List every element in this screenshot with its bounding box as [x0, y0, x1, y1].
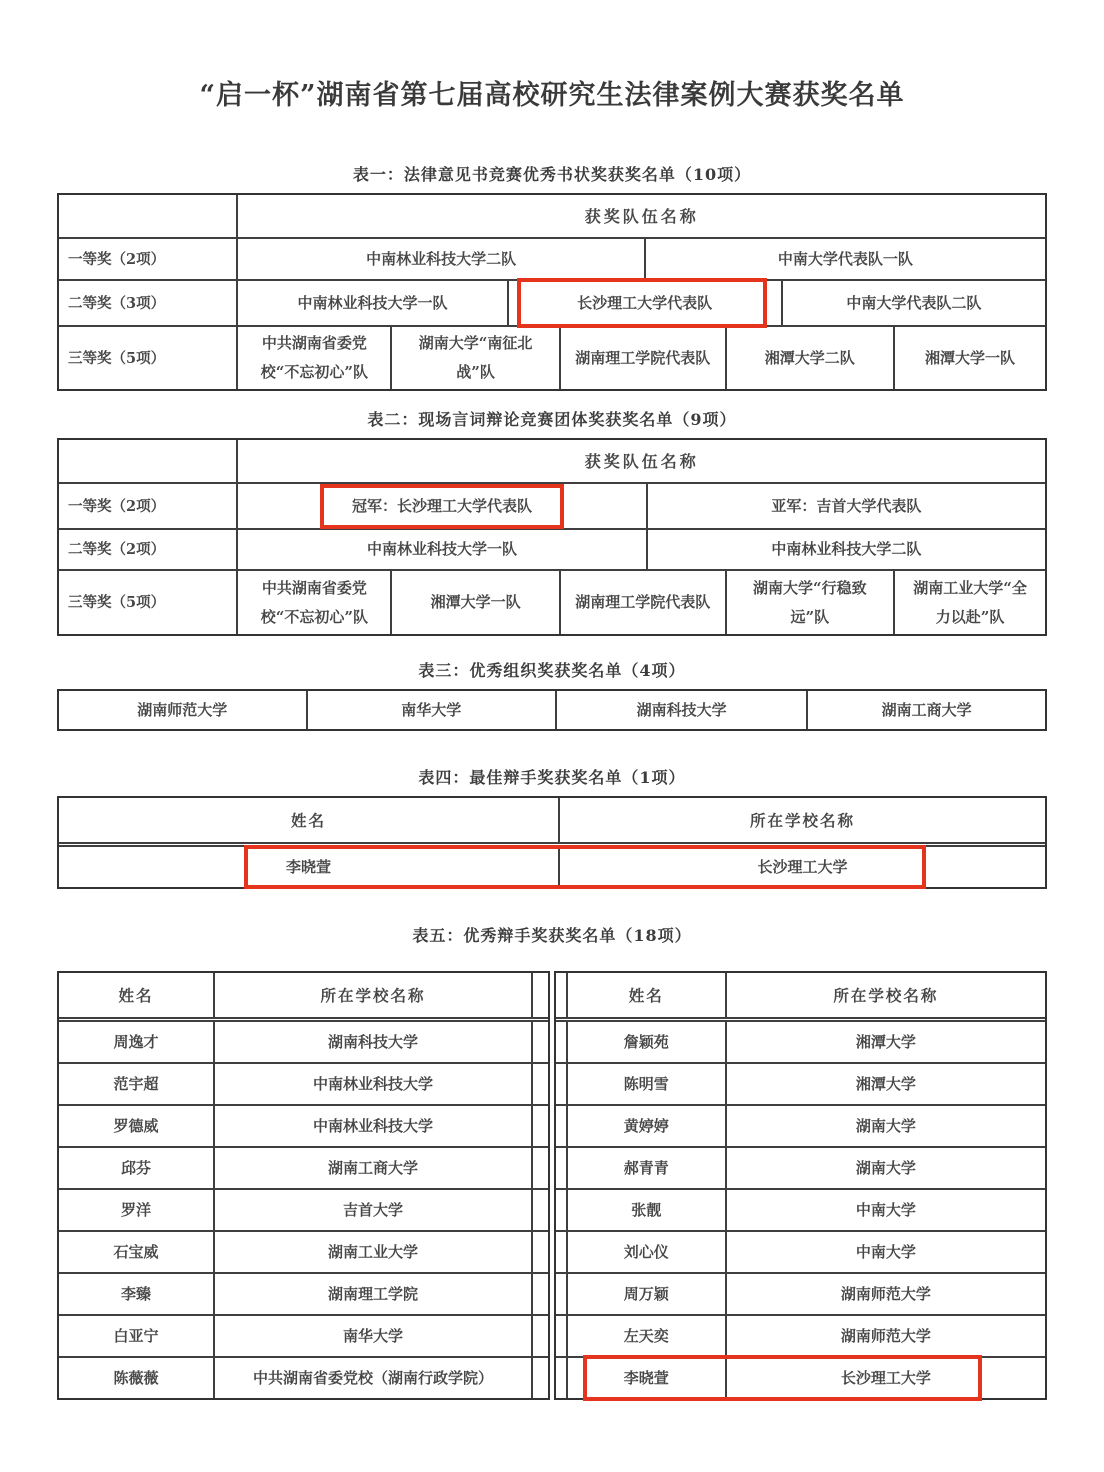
- team-cell-highlighted: [236, 484, 645, 528]
- spacer-cell: [531, 1148, 548, 1188]
- spacer-cell: [531, 1106, 548, 1146]
- award-cell: 一等奖（2项）: [68, 250, 166, 268]
- spacer-cell: [531, 1358, 548, 1398]
- spacer-cell: [556, 1190, 566, 1230]
- school-cell: 中南大学: [725, 1190, 1045, 1230]
- table3-caption: 表三：优秀组织奖获奖名单（4项）: [418, 661, 686, 680]
- team-cell: 中共湖南省委党校“不忘初心”队: [236, 571, 390, 634]
- team-cell: 湖南理工学院代表队: [559, 327, 725, 389]
- table4-caption: 表四：最佳辩手奖获奖名单（1项）: [418, 768, 686, 787]
- spacer-cell: [556, 1064, 566, 1104]
- highlight-box: 冠军：长沙理工大学代表队: [320, 484, 564, 529]
- table5: [57, 971, 1047, 1400]
- school-cell: 中南林业科技大学: [213, 1064, 531, 1104]
- name-cell: 范宇超: [113, 1074, 159, 1093]
- award-cell: 二等奖（2项）: [68, 541, 166, 558]
- corner-cell: [59, 440, 236, 482]
- name-cell: 罗德威: [113, 1116, 159, 1135]
- school-header: 所在学校名称: [725, 973, 1045, 1017]
- school-cell: 中南大学: [725, 1232, 1045, 1272]
- team-name-header: 获奖队伍名称: [236, 195, 1045, 237]
- team-cell: 湘潭大学二队: [725, 327, 894, 389]
- award-cell: 三等奖（5项）: [68, 349, 166, 367]
- page-title: “启一杯”湖南省第七届高校研究生法律案例大赛获奖名单: [199, 80, 905, 111]
- team-cell: 湖南大学“行稳致远”队: [725, 571, 894, 634]
- school-cell: 湘潭大学: [725, 1022, 1045, 1062]
- team-cell: 中共湖南省委党校“不忘初心”队: [236, 327, 390, 389]
- spacer-cell: [556, 1232, 566, 1272]
- name-cell: 周万颖: [566, 1274, 725, 1314]
- name-cell: 李晓萱: [566, 1358, 725, 1398]
- table3: [57, 689, 1047, 731]
- table5-caption: 表五：优秀辩手奖获奖名单（18项）: [412, 926, 692, 945]
- school-cell: 湖南工商大学: [806, 691, 1045, 729]
- table5-left: [57, 971, 550, 1400]
- name-cell: 李臻: [121, 1284, 152, 1303]
- name-cell: 李晓萱: [285, 857, 331, 876]
- school-cell: 南华大学: [213, 1316, 531, 1356]
- school-cell: 中共湖南省委党校（湖南行政学院）: [213, 1358, 531, 1398]
- name-cell: 刘心仪: [566, 1232, 725, 1272]
- name-cell: 罗洋: [121, 1200, 152, 1219]
- spacer-cell: [531, 1232, 548, 1272]
- corner-cell: [59, 195, 236, 237]
- team-name-header: 获奖队伍名称: [236, 440, 1045, 482]
- name-cell: 陈明雪: [566, 1064, 725, 1104]
- team-cell: 湖南理工学院代表队: [559, 571, 725, 634]
- table1-caption: 表一：法律意见书竞赛优秀书状奖获奖名单（10项）: [352, 165, 752, 184]
- spacer-cell: [556, 1148, 566, 1188]
- name-cell: 黄婷婷: [566, 1106, 725, 1146]
- school-header: 所在学校名称: [213, 973, 531, 1017]
- school-cell: 湖南大学: [725, 1106, 1045, 1146]
- spacer-cell: [531, 1064, 548, 1104]
- school-cell: 湖南科技大学: [555, 691, 806, 729]
- table5-right: [554, 971, 1047, 1400]
- name-header: 姓名: [290, 810, 326, 830]
- team-cell: 湘潭大学一队: [390, 571, 559, 634]
- team-cell: 中南大学代表队一队: [644, 239, 1045, 279]
- team-cell: 湖南工业大学“全力以赴”队: [893, 571, 1045, 634]
- school-cell: 吉首大学: [213, 1190, 531, 1230]
- spacer-cell: [556, 1358, 566, 1398]
- school-cell: 湖南工业大学: [213, 1232, 531, 1272]
- school-cell: 湘潭大学: [725, 1064, 1045, 1104]
- award-cell: 一等奖（2项）: [68, 497, 166, 515]
- school-cell: 湖南师范大学: [725, 1274, 1045, 1314]
- spacer-cell: [531, 1022, 548, 1062]
- spacer-cell: [556, 973, 566, 1017]
- name-cell: 石宝威: [113, 1242, 159, 1261]
- spacer-cell: [556, 1022, 566, 1062]
- team-cell: 中南林业科技大学一队: [236, 530, 645, 569]
- name-cell: 詹颖苑: [566, 1022, 725, 1062]
- school-header: 所在学校名称: [558, 798, 1045, 842]
- table2-caption: 表二：现场言词辩论竞赛团体奖获奖名单（9项）: [367, 410, 737, 429]
- name-cell: 邱芬: [121, 1158, 152, 1177]
- spacer-cell: [556, 1274, 566, 1314]
- spacer-cell: [531, 1190, 548, 1230]
- table2: [57, 438, 1047, 636]
- award-cell: 二等奖（3项）: [68, 294, 166, 312]
- team-cell: 亚军：吉首大学代表队: [646, 484, 1045, 528]
- school-cell: 湖南师范大学: [137, 700, 228, 719]
- spacer-cell: [531, 1316, 548, 1356]
- name-cell: 左天奕: [566, 1316, 725, 1356]
- award-cell: 三等奖（5项）: [68, 594, 166, 611]
- team-cell: 中南大学代表队二队: [781, 281, 1045, 325]
- name-cell: 周逸才: [113, 1032, 159, 1051]
- school-cell: 长沙理工大学: [558, 847, 1045, 887]
- team-cell: 中南林业科技大学二队: [646, 530, 1045, 569]
- name-cell: 陈薇薇: [113, 1368, 159, 1387]
- spacer-cell: [531, 1274, 548, 1314]
- spacer-cell: [556, 1106, 566, 1146]
- school-cell: 湖南工商大学: [213, 1148, 531, 1188]
- name-header: 姓名: [118, 985, 154, 1005]
- table1: [57, 193, 1047, 391]
- school-cell: 湖南理工学院: [213, 1274, 531, 1314]
- school-cell: 湖南师范大学: [725, 1316, 1045, 1356]
- team-cell-highlighted: [507, 281, 781, 325]
- team-label: 长沙理工大学代表队: [577, 293, 713, 312]
- school-cell: 长沙理工大学: [725, 1358, 1045, 1398]
- spacer-cell: [556, 1316, 566, 1356]
- team-cell: 湘潭大学一队: [893, 327, 1045, 389]
- school-cell: 湖南大学: [725, 1148, 1045, 1188]
- name-cell: 白亚宁: [113, 1326, 159, 1345]
- table4: [57, 796, 1047, 889]
- school-cell: 南华大学: [306, 691, 555, 729]
- name-cell: 郝青青: [566, 1148, 725, 1188]
- spacer-cell: [531, 973, 548, 1017]
- team-cell: 湖南大学“南征北战”队: [390, 327, 559, 389]
- school-cell: 湖南科技大学: [213, 1022, 531, 1062]
- team-cell: 中南林业科技大学二队: [236, 239, 643, 279]
- name-header: 姓名: [566, 973, 725, 1017]
- team-cell: 中南林业科技大学一队: [236, 281, 506, 325]
- name-cell: 张靓: [566, 1190, 725, 1230]
- document-page: [57, 0, 1047, 1400]
- school-cell: 中南林业科技大学: [213, 1106, 531, 1146]
